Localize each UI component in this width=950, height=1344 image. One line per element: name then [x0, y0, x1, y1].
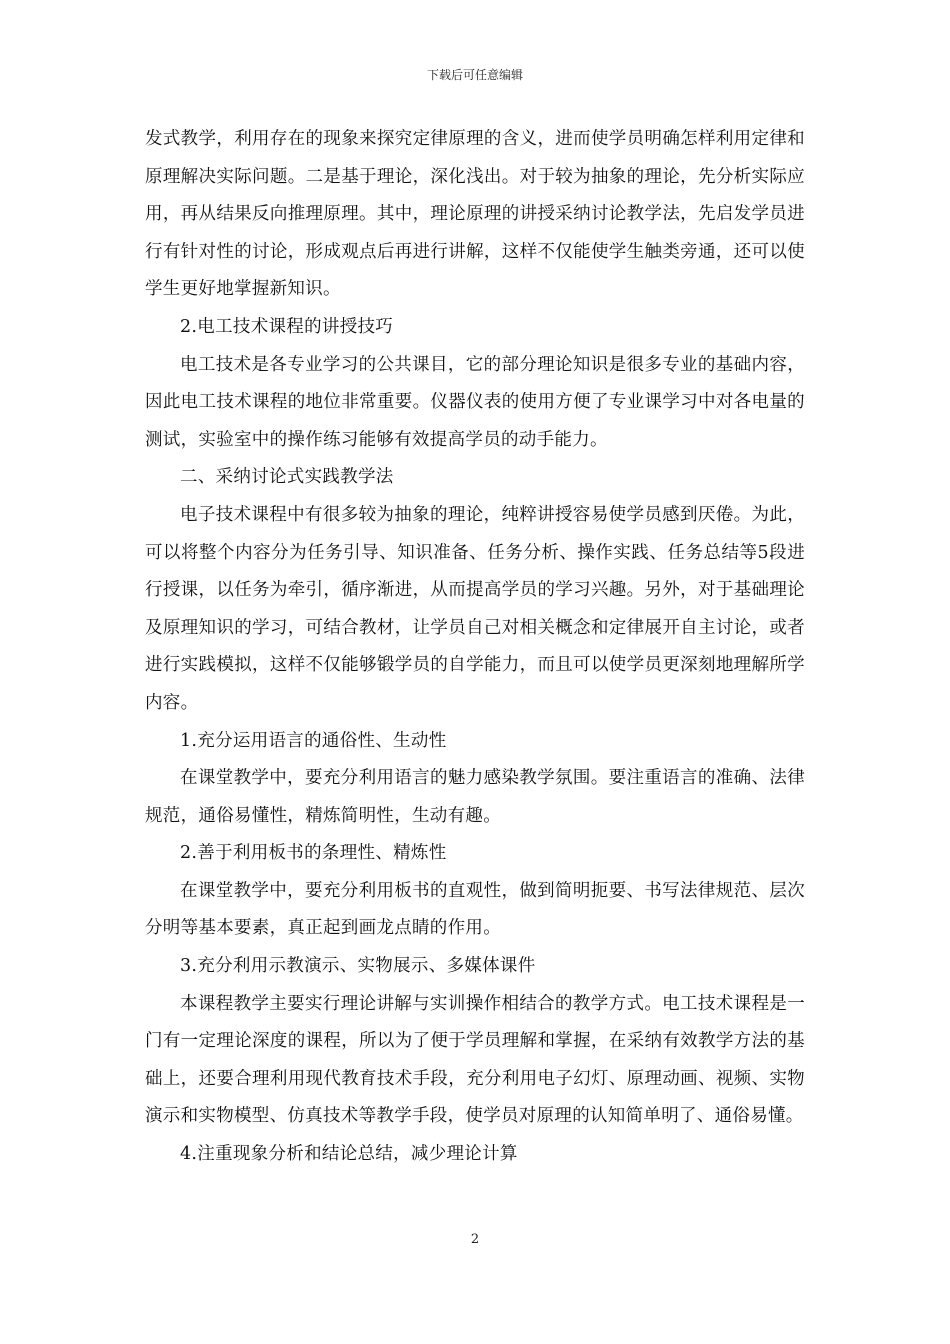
paragraph: 电子技术课程中有很多较为抽象的理论，纯粹讲授容易使学员感到厌倦。为此，可以将整个内容分为任务引导、知识准备、任务分析、操作实践、任务总结等5段进行授课，以任务为牵引，循序渐进，从而提高学员的学习兴趣。另外，对于基础理论及原理知识的学习，可结合教材，让学员自己对相关概念和定律展开自主讨论，或者进行实践模拟，这样不仅能够锻学员的自学能力，而且可以使学员更深刻地理解所学内容。 — [145, 504, 805, 713]
subheading-analysis: 4.注重现象分析和结论总结，减少理论计算 — [180, 1144, 518, 1165]
subheading-teaching-skills: 2.电工技术课程的讲授技巧 — [180, 316, 394, 337]
paragraph-continuation: 发式教学，利用存在的现象来探究定律原理的含义，进而使学员明确怎样利用定律和原理解决实际问题。二是基于理论，深化浅出。对于较为抽象的理论，先分析实际应用，再从结果反向推理原理。其中，理论原理的讲授采纳讨论教学法，先启发学员进行有针对性的讨论，形成观点后再进行讲解，这样不仅能使学生触类旁通，还可以使学生更好地掌握新知识。 — [145, 129, 805, 300]
subheading-demonstration: 3.充分利用示教演示、实物展示、多媒体课件 — [180, 956, 536, 977]
section-heading: 二、采纳讨论式实践教学法 — [180, 467, 394, 488]
page-header: 下载后可任意编辑 — [426, 68, 523, 82]
paragraph: 在课堂教学中，要充分利用语言的魅力感染教学氛围。要注重语言的准确、法律规范，通俗易懂性，精炼简明性，生动有趣。 — [145, 768, 805, 826]
page-number: 2 — [470, 1232, 480, 1247]
document-body — [145, 121, 805, 1174]
subheading-blackboard: 2.善于利用板书的条理性、精炼性 — [180, 843, 447, 864]
paragraph: 本课程教学主要实行理论讲解与实训操作相结合的教学方式。电工技术课程是一门有一定理论深度的课程，所以为了便于学员理解和掌握，在采纳有效教学方法的基础上，还要合理利用现代教育技术手段，充分利用电子幻灯、原理动画、视频、实物演示和实物模型、仿真技术等教学手段，使学员对原理的认知简单明了、通俗易懂。 — [145, 993, 805, 1127]
subheading-language: 1.充分运用语言的通俗性、生动性 — [180, 730, 447, 751]
paragraph: 电工技术是各专业学习的公共课目，它的部分理论知识是很多专业的基础内容，因此电工技术课程的地位非常重要。仪器仪表的使用方便了专业课学习中对各电量的测试，实验室中的操作练习能够有效提高学员的动手能力。 — [145, 354, 805, 450]
paragraph: 在课堂教学中，要充分利用板书的直观性，做到简明扼要、书写法律规范、层次分明等基本要素，真正起到画龙点睛的作用。 — [145, 880, 805, 939]
